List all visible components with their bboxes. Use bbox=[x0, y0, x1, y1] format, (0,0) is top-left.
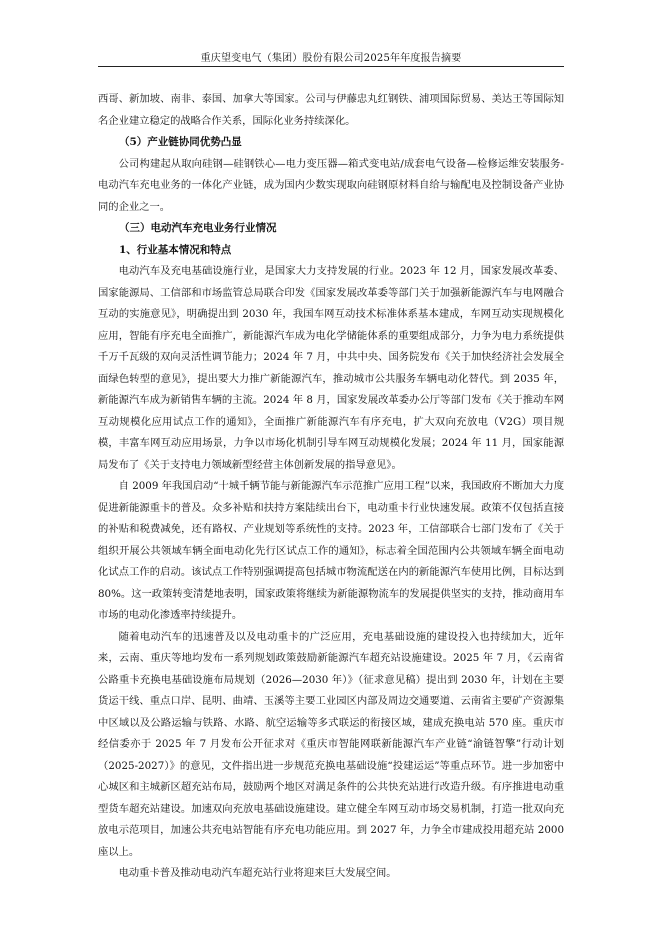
paragraph-international-partners: 西哥、新加坡、南非、泰国、加拿大等国家。公司与伊藤忠丸红钢铁、浦项国际贸易、美达王等国际知名企业建立稳定的战略合作关系，国际化业务持续深化。 bbox=[98, 93, 564, 127]
header-rule bbox=[98, 66, 564, 67]
page-content bbox=[98, 89, 564, 885]
paragraph-outlook: 电动重卡普及推动电动汽车超充站行业将迎来巨大发展空间。 bbox=[118, 867, 397, 879]
paragraph-industry-chain: 公司构建起从取向硅钢—硅钢铁心—电力变压器—箱式变电站/成套电气设备—检修运维安装服务-电动汽车充电业务的一体化产业链，成为国内少数实现取向硅钢原材料自给与输配电及控制设备产业协同的企业之一。 bbox=[98, 157, 564, 213]
paragraph-heavy-truck-policy: 自 2009 年我国启动“十城千辆节能与新能源汽车示范推广应用工程”以来，我国政府不断加大力度促进新能源重卡的普及。众多补贴和扶持方案陆续出台下，电动重卡行业快速发展。政策不仅包括直接的补贴和税费减免，还有路权、产业规划等系统性的支持。2023 年，工信部联合七部门发布了《关于组织开展公共领域车辆全面电动化先行区试点工作的通知》，标志着全国范围内公共领域车辆全面电动化试点工作的启动。该试点工作特别强调提高包括城市物流配送在内的新能源汽车使用比例，目标达到 80%。这一政策转变清楚地表明，国家政策将继续为新能源物流车的发展提供坚实的支持，推动商用车市场的电动化渗透率持续提升。 bbox=[98, 480, 564, 621]
heading-ev-charging-industry: （三）电动汽车充电业务行业情况 bbox=[119, 222, 277, 234]
paragraph-charging-infrastructure: 随着电动汽车的迅速普及以及电动重卡的广泛应用，充电基础设施的建设投入也持续加大，近年来，云南、重庆等地均发布一系列规划政策鼓励新能源汽车超充站设施建设。2025 年 7 月，《云南省公路重卡充换电基础设施布局规划（2026—2030 年）》（征求意见稿）提出到 2030 年，计划在主要货运干线、重点口岸、昆明、曲靖、玉溪等主要工业园区内部及周边交通要道、云南省主要矿产资源集中区域以及公路运输与铁路、水路、航空运输等多式联运的衔接区域，建成充换电站 570 座。重庆市经信委亦于 2025 年 7 月发布公开征求对《重庆市智能网联新能源汽车产业链“渝链智擎”行动计划（2025-2027）》的意见，文件指出进一步规范充换电基础设施“投建运运”等重点环节。进一步加密中心城区和主城新区超充站布局，鼓励两个地区对满足条件的公共快充站进行改造升级。有序推进电动重型货车超充站建设。加速双向充放电基础设施建设。建立健全车网互动市场交易机制，打造一批双向充放电示范项目，加速公共充电站智能有序充电功能应用。到 2027 年，力争全市建成投用超充站 2000 座以上。 bbox=[98, 630, 564, 858]
page-header: 重庆望变电气（集团）股份有限公司2025年年度报告摘要 bbox=[200, 53, 462, 64]
paragraph-policy-support: 电动汽车及充电基础设施行业，是国家大力支持发展的行业。2023 年 12 月，国家发展改革委、国家能源局、工信部和市场监管总局联合印发《国家发展改革委等部门关于加强新能源汽车与电网融合互动的实施意见》，明确提出到 2030 年，我国车网互动技术标准体系基本建成，车网互动实现规模化应用，智能有序充电全面推广，新能源汽车成为电化学储能体系的重要组成部分，力争为电力系统提供千万千瓦级的双向灵活性调节能力；2024 年 7 月，中共中央、国务院发布《关于加快经济社会发展全面绿色转型的意见》，提出要大力推广新能源汽车，推动城市公共服务车辆电动化替代。到 2035 年，新能源汽车成为新销售车辆的主流。2024 年 8 月，国家发展改革委办公厅等部门发布《关于推动车网互动规模化应用试点工作的通知》，全面推广新能源汽车有序充电，扩大双向充放电（V2G）项目规模，丰富车网互动应用场景，力争以市场化机制引导车网互动规模化发展；2024 年 11 月，国家能源局发布了《关于支持电力领域新型经营主体创新发展的指导意见》。 bbox=[98, 265, 564, 471]
heading-industry-basics: 1、行业基本情况和特点 bbox=[119, 243, 232, 256]
heading-industry-chain-advantage: （5）产业链协同优势凸显 bbox=[119, 136, 242, 148]
